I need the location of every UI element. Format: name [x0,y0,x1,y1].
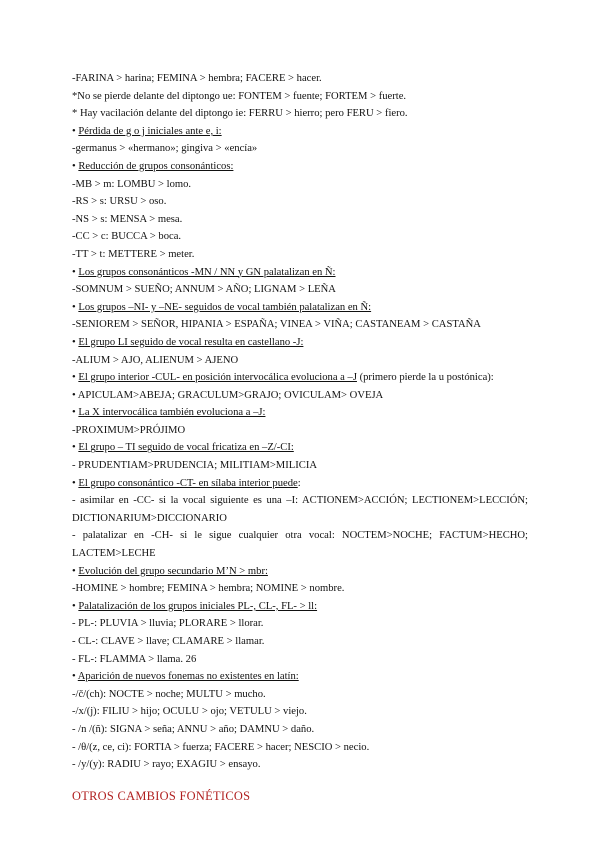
bullet-heading-line [72,598,528,616]
underlined-heading: Los grupos –NI- y –NE- seguidos de vocal también palatalizan en Ñ: [78,301,372,313]
line-text: - palatalizar en -CH- si le sigue cualquier otra vocal: NOCTEM>NOCHE; FACTUM>HECHO; [72,530,528,542]
bullet-marker: • [72,671,78,683]
text-line [72,580,528,598]
text-line [72,246,528,264]
line-text: -SOMNUM > SUEÑO; ANNUM > AÑO; LIGNAM > LEÑA [72,284,336,296]
underlined-heading: Los grupos consonánticos -MN / NN y GN palatalizan en Ñ: [78,266,336,278]
text-line [72,686,528,704]
bullet-heading-line [72,475,528,493]
line-text: - /n /(ñ): SIGNA > seña; ANNU > año; DAMNU > daño. [72,723,315,735]
line-text: (primero pierde la u postónica): [356,372,494,384]
line-text: - PRUDENTIAM>PRUDENCIA; MILITIAM>MILICIA [72,460,317,472]
text-line [72,510,528,528]
line-text: : [297,477,301,489]
text-line [72,105,528,123]
line-text: -TT > t: METTERE > meter. [72,248,195,260]
underlined-heading: Evolución del grupo secundario M’N > mbr: [78,565,268,577]
text-line [72,70,528,88]
bullet-heading-line [72,439,528,457]
bullet-marker: • [72,125,79,137]
section-heading: OTROS CAMBIOS FONÉTICOS [72,788,251,803]
bullet-marker: • [72,600,79,612]
text-line [72,651,528,669]
bullet-heading-line [72,404,528,422]
line-text: -HOMINE > hombre; FEMINA > hembra; NOMINE > nombre. [72,583,345,595]
line-text: - /y/(y): RADIU > rayo; EXAGIU > ensayo. [72,759,261,771]
line-text: -germanus > «hermano»; gingiva > «encía» [72,143,258,155]
line-text: -/č/(ch): NOCTE > noche; MULTU > mucho. [72,688,266,700]
text-line [72,316,528,334]
bullet-marker: • [72,336,79,348]
line-text: • APICULAM>ABEJA; GRACULUM>GRAJO; OVICULAM> OVEJA [72,389,384,401]
text-line [72,492,528,510]
text-line [72,721,528,739]
underlined-heading: Pérdida de g o j iniciales ante e, i: [78,125,222,137]
bullet-heading-line [72,264,528,282]
text-line [72,211,528,229]
underlined-heading: Aparición de nuevos fonemas no existentes en latín: [77,671,299,683]
bullet-marker: • [72,442,79,454]
bullet-marker: • [72,266,79,278]
text-line [72,739,528,757]
text-line [72,633,528,651]
bullet-marker: • [72,407,79,419]
bullet-marker: • [72,301,79,313]
document-page [72,70,528,804]
text-line [72,545,528,563]
text-line [72,140,528,158]
underlined-heading: El grupo – TI seguido de vocal fricatiza en –Z/-CI: [78,442,294,454]
text-line [72,703,528,721]
text-line [72,228,528,246]
bullet-heading-line [72,158,528,176]
text-line [72,352,528,370]
underlined-heading: El grupo interior -CUL- en posición intervocálica evoluciona a –J [78,372,357,384]
line-text: - PL-: PLUVIA > lluvia; PLORARE > llorar. [72,618,264,630]
bullet-heading-line [72,123,528,141]
bullet-marker: • [72,565,79,577]
line-text: - CL-: CLAVE > llave; CLAMARE > llamar. [72,636,265,647]
line-text: *No se pierde delante del diptongo ue: FONTEM > fuente; FORTEM > fuerte. [72,90,407,102]
line-text: -ALIUM > AJO, ALIENUM > AJENO [72,354,239,366]
line-text: -MB > m: LOMBU > lomo. [72,178,192,190]
line-text: -RS > s: URSU > oso. [72,196,167,208]
bullet-heading-line [72,299,528,317]
line-text: - asimilar en -CC- si la vocal siguiente es una –I: ACTIONEM>ACCIÓN; LECTIONEM>LECCIÓN; [72,495,528,507]
text-line [72,88,528,106]
text-line [72,457,528,475]
bullet-marker: • [72,477,79,489]
bullet-heading-line [72,369,528,387]
text-line [72,756,528,774]
text-line [72,281,528,299]
text-line [72,193,528,211]
line-text: -FARINA > harina; FEMINA > hembra; FACERE > hacer. [72,73,322,84]
underlined-heading: Reducción de grupos consonánticos: [78,160,234,172]
bullet-heading-line [72,668,528,686]
line-text: LACTEM>LECHE [72,548,156,560]
line-text: DICTIONARIUM>DICCIONARIO [72,512,227,524]
text-line [72,176,528,194]
underlined-heading: La X intervocálica también evoluciona a –J: [78,407,266,419]
underlined-heading: Palatalización de los grupos iniciales PL-, CL-, FL- > ll: [78,600,318,612]
text-line [72,615,528,633]
line-text: -/x/(j): FILIU > hijo; OCULU > ojo; VETULU > viejo. [72,706,307,718]
bullet-marker: • [72,372,79,384]
document-body [72,70,528,774]
text-line [72,422,528,440]
underlined-heading: El grupo LI seguido de vocal resulta en castellano -J: [78,336,304,348]
text-line [72,527,528,545]
bullet-marker: • [72,160,79,172]
text-line [72,387,528,405]
line-text: - FL-: FLAMMA > llama. 26 [72,653,197,665]
line-text: -SENIOREM > SEÑOR, HIPANIA > ESPAÑA; VINEA > VIÑA; CASTANEAM > CASTAÑA [72,319,481,331]
line-text: * Hay vacilación delante del diptongo ie: FERRU > hierro; pero FERU > fiero. [72,108,408,120]
bullet-heading-line [72,334,528,352]
underlined-heading: El grupo consonántico -CT- en sílaba interior puede [78,477,298,489]
line-text: -NS > s: MENSA > mesa. [72,213,183,225]
bullet-heading-line [72,563,528,581]
line-text: -PROXIMUM>PRÓJIMO [72,424,186,436]
line-text: - /θ/(z, ce, ci): FORTIA > fuerza; FACERE > hacer; NESCIO > necio. [72,741,370,753]
line-text: -CC > c: BUCCA > boca. [72,231,182,243]
